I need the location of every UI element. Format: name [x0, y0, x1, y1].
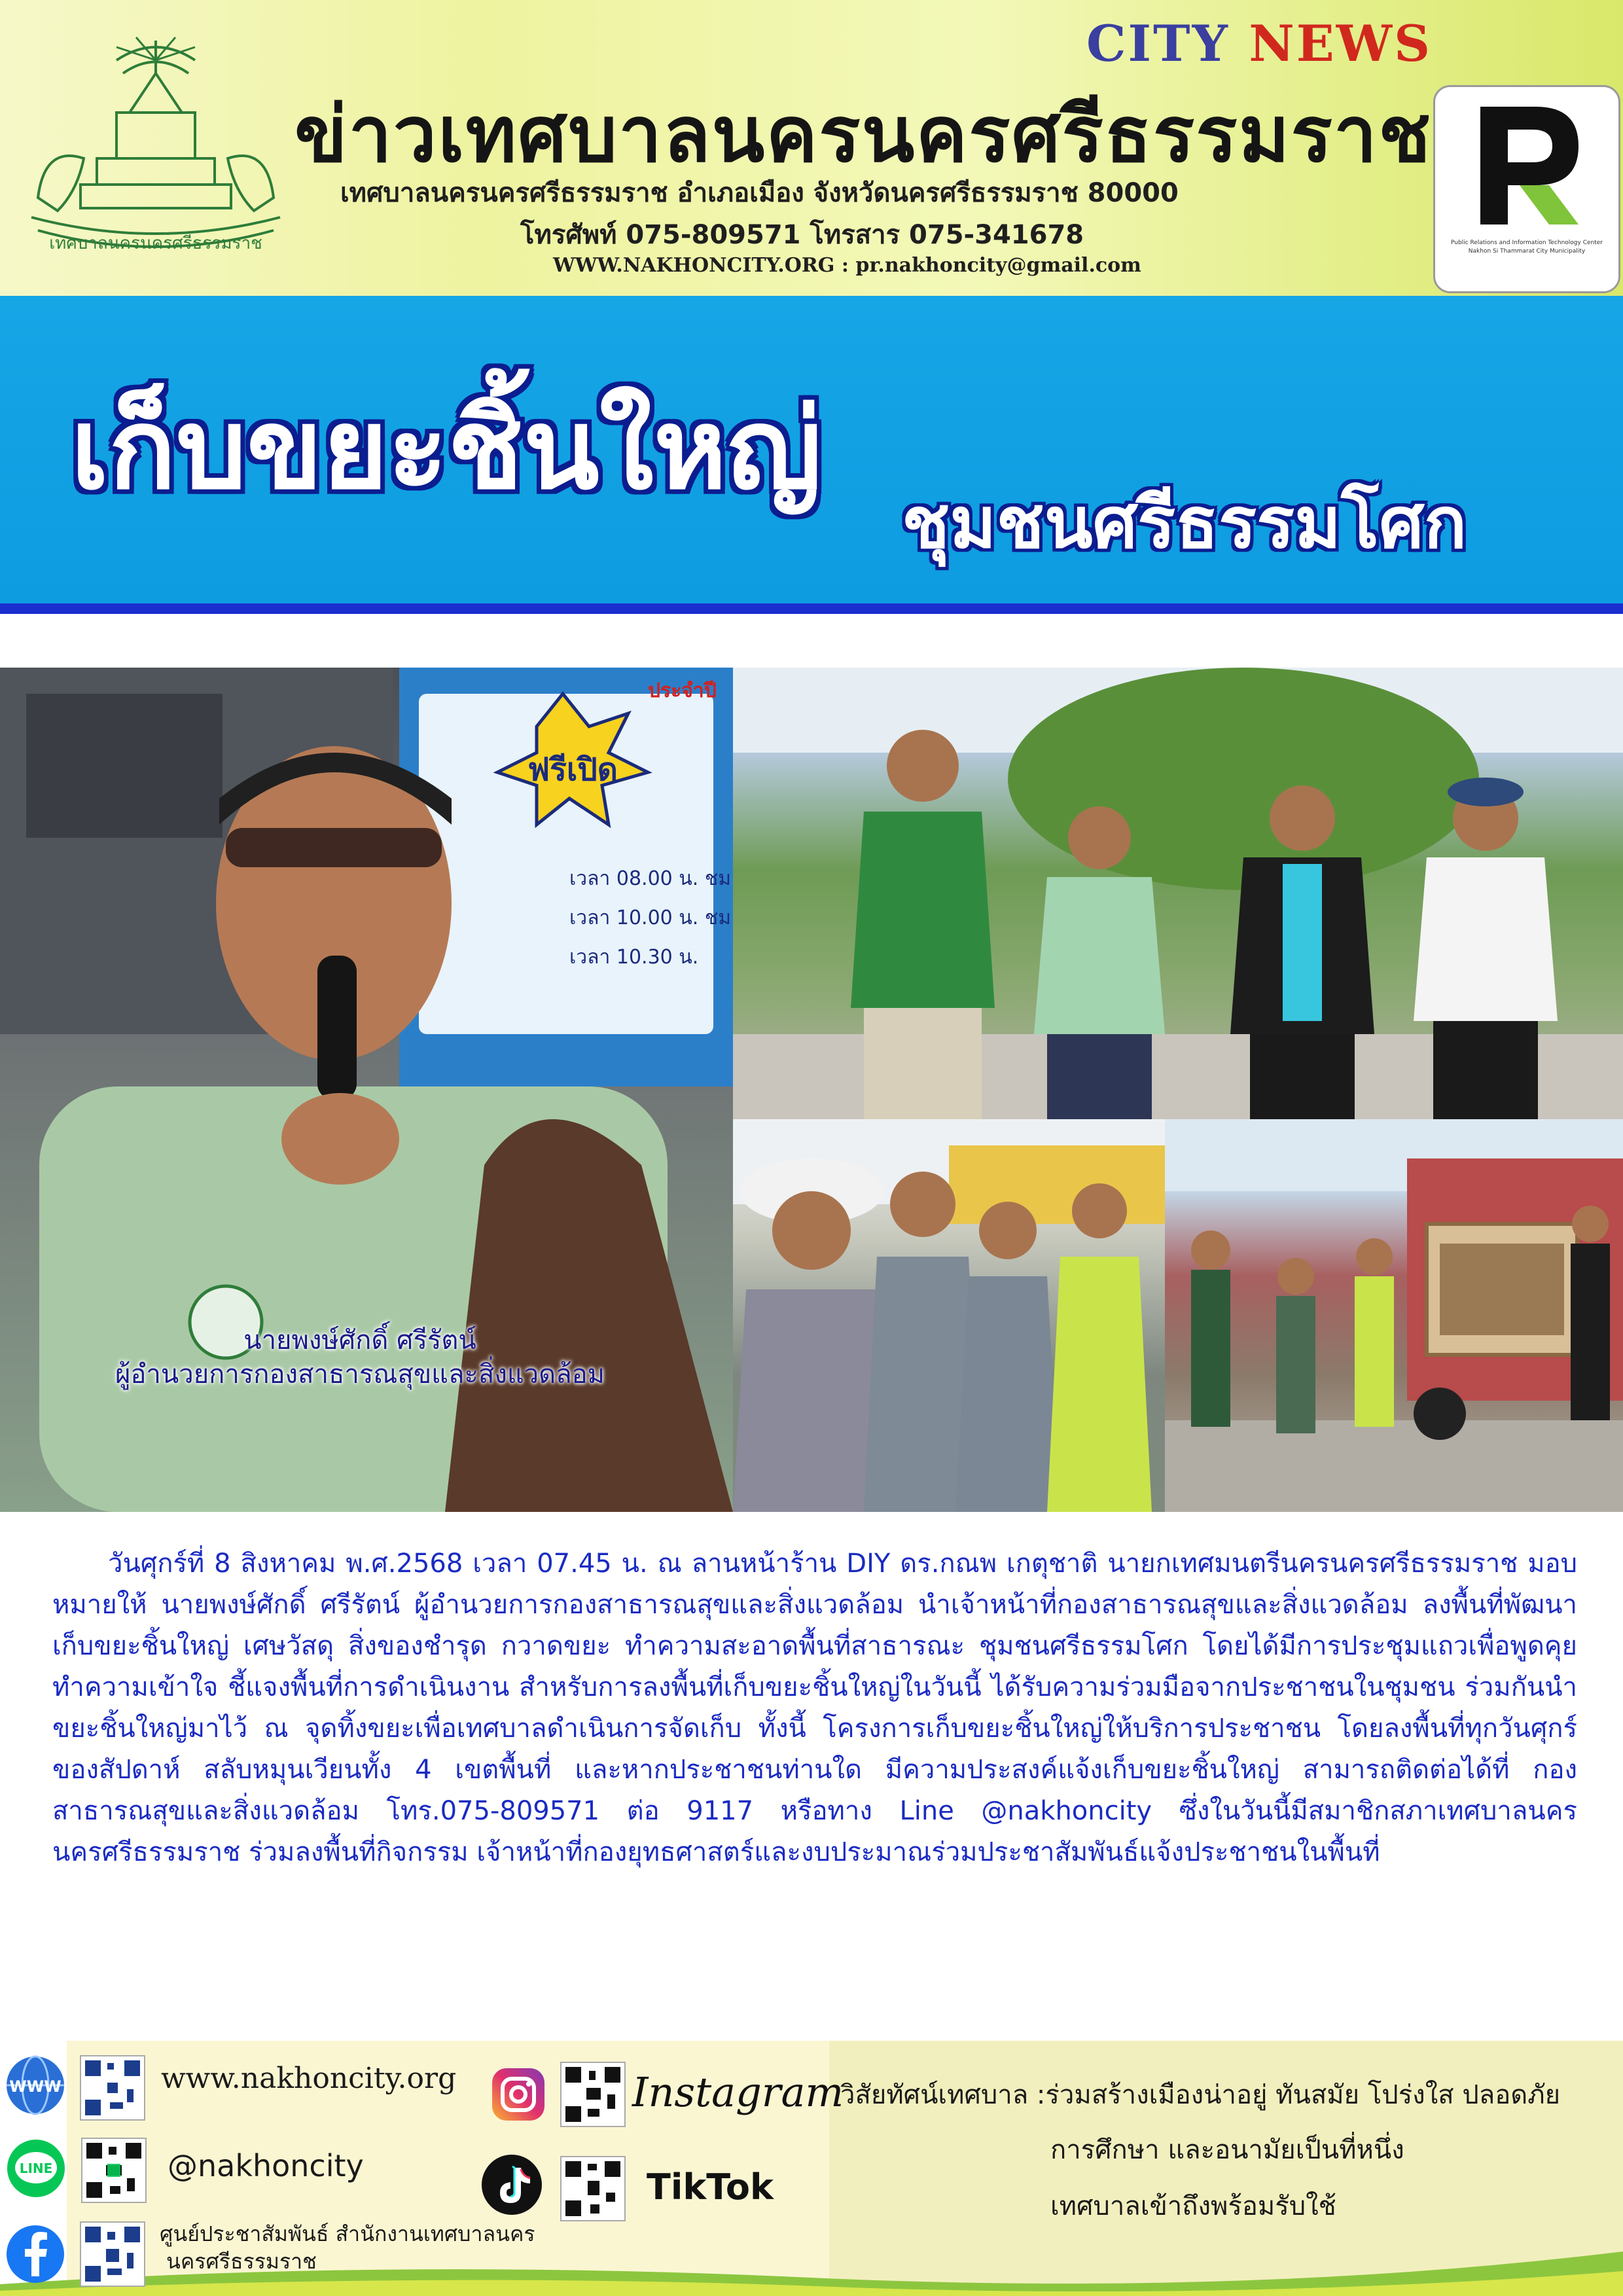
pr-center-name-line2: นครศรีธรรมราช	[166, 2249, 317, 2274]
qr-pattern-icon	[562, 2157, 624, 2220]
address-line: เทศบาลนครนครศรีธรรมราช อำเภอเมือง จังหวัดนครศรีธรรมราช 80000	[340, 178, 1179, 208]
line-icon-label: LINE	[19, 2161, 53, 2176]
poster-row-2: เวลา 10.00 น. ชม	[569, 906, 732, 929]
web-email-line: WWW.NAKHONCITY.ORG : pr.nakhoncity@gmail.com	[553, 254, 1141, 277]
website-qr-code[interactable]	[80, 2055, 145, 2121]
tiktok-icon[interactable]	[480, 2153, 543, 2216]
poster-label: ฟรีเปิด	[527, 751, 618, 788]
line-app-icon[interactable]	[7, 2139, 65, 2198]
facebook-qr-code[interactable]	[80, 2221, 145, 2287]
pr-caption: Public Relations and Information Technology Center Nakhon Si Thammarat City Municipality	[1450, 240, 1603, 255]
city-word: CITY	[1086, 14, 1230, 73]
photo-workers-illustration	[733, 1119, 1165, 1512]
municipality-seal-logo	[18, 34, 293, 263]
photo-officials-illustration	[733, 668, 1623, 1119]
news-word: NEWS	[1249, 14, 1432, 73]
website-link[interactable]: www.nakhoncity.org	[161, 2062, 457, 2095]
masthead-title: ข่าวเทศบาลนครนครศรีธรรมราช	[294, 89, 1433, 179]
photo-waste-truck	[1165, 1119, 1623, 1512]
qr-pattern-icon	[562, 2063, 624, 2126]
photo-caption	[0, 1323, 720, 1391]
seal-label: เทศบาลนครนครศรีธรรมราช	[49, 234, 262, 253]
pr-logo-icon	[1457, 100, 1595, 231]
www-icon-label: WWW	[9, 2077, 62, 2096]
vision-line-2: การศึกษา และอนามัยเป็นที่หนึ่ง	[1050, 2135, 1404, 2165]
pr-center-name	[160, 2220, 535, 2275]
phone-fax-line: โทรศัพท์ 075-809571 โทรสาร 075-341678	[520, 220, 1084, 250]
line-qr-code[interactable]	[81, 2138, 147, 2203]
news-body-paragraph: วันศุกร์ที่ 8 สิงหาคม พ.ศ.2568 เวลา 07.45 น. ณ ลานหน้าร้าน DIY ดร.กณพ เกตุชาติ นายกเทศมนตรีนครนครศรีธรรมราช มอบหมายให้ นายพงษ์ศักดิ์ ศรีรัตน์ ผู้อำนวยการกองสาธารณสุขและสิ่งแวดล้อม นำเจ้าหน้าที่กองสาธารณสุขและสิ่งแวดล้อม ลงพื้นที่พัฒนา เก็บขยะชิ้นใหญ่ เศษวัสดุ สิ่งของชำรุด กวาดขยะ ทำความสะอาดพื้นที่สาธารณะ ชุมชนศรีธรรมโศก โดยได้มีการประชุมแถวเพื่อพูดคุยทำความเข้าใจ ชี้แจงพื้นที่การดำเนินงาน สำหรับการลงพื้นที่เก็บขยะชิ้นใหญ่ในวันนี้ ได้รับความร่วมมือจากประชาชนในชุมชน ร่วมกันนำขยะชิ้นใหญ่มาไว้ ณ จุดทิ้งขยะเพื่อเทศบาลดำเนินการจัดเก็บ ทั้งนี้ โครงการเก็บขยะชิ้นใหญ่ให้บริการประชาชน โดยลงพื้นที่ทุกวันศุกร์ของสัปดาห์ สลับหมุนเวียนทั้ง 4 เขตพื้นที่ และหากประชาชนท่านใด มีความประสงค์แจ้งเก็บขยะชิ้นใหญ่ สามารถติดต่อได้ที่ กองสาธารณสุขและสิ่งแวดล้อม โทร.075-809571 ต่อ 9117 หรือทาง Line @nakhoncity ซึ่งในวันนี้มีสมาชิกสภาเทศบาลนครนครศรีธรรมราช ร่วมลงพื้นที่กิจกรรม เจ้าหน้าที่กองยุทธศาสตร์และงบประมาณร่วมประชาสัมพันธ์แจ้งประชาชนในพื้นที่	[52, 1549, 1577, 1867]
facebook-icon[interactable]	[5, 2224, 65, 2284]
caption-person-name: นายพงษ์ศักดิ์ ศรีรัตน์	[243, 1325, 476, 1355]
pr-center-name-line1: ศูนย์ประชาสัมพันธ์ สำนักงานเทศบาลนคร	[160, 2221, 535, 2246]
poster-row-3: เวลา 10.30 น.	[569, 946, 699, 969]
caption-person-position: ผู้อำนวยการกองสาธารณสุขและสิ่งแวดล้อม	[115, 1359, 605, 1390]
tiktok-qr-code[interactable]	[560, 2156, 626, 2221]
instagram-icon[interactable]	[491, 2067, 546, 2122]
city-news-label	[1086, 14, 1432, 73]
poster-row-1: เวลา 08.00 น. ชม	[569, 867, 732, 890]
www-globe-icon[interactable]	[5, 2055, 65, 2115]
pr-center-logo-box	[1433, 85, 1620, 293]
community-subtitle: ชุมชนศรีธรรมโศก	[902, 482, 1467, 564]
line-handle-link[interactable]: @nakhoncity	[168, 2148, 364, 2183]
title-band-underline	[0, 603, 1623, 614]
qr-pattern-icon	[82, 2139, 145, 2202]
vision-line-1: วิสัยทัศน์เทศบาล :ร่วมสร้างเมืองน่าอยู่ ทันสมัย โปร่งใส ปลอดภัย	[840, 2080, 1561, 2110]
main-title: เก็บขยะชิ้นใหญ่	[71, 385, 822, 514]
qr-pattern-icon	[81, 2056, 144, 2119]
instagram-qr-code[interactable]	[560, 2062, 626, 2127]
vision-line-3: เทศบาลเข้าถึงพร้อมรับใช้	[1050, 2191, 1336, 2221]
photo-sanitation-workers	[733, 1119, 1165, 1512]
qr-pattern-icon	[81, 2223, 144, 2286]
photo-officials-group	[733, 668, 1623, 1119]
poster-top-text: ประจำปี	[648, 679, 717, 702]
tiktok-label[interactable]: TikTok	[647, 2166, 774, 2208]
instagram-label[interactable]: Instagram	[632, 2068, 844, 2116]
photo-truck-illustration	[1165, 1119, 1623, 1512]
